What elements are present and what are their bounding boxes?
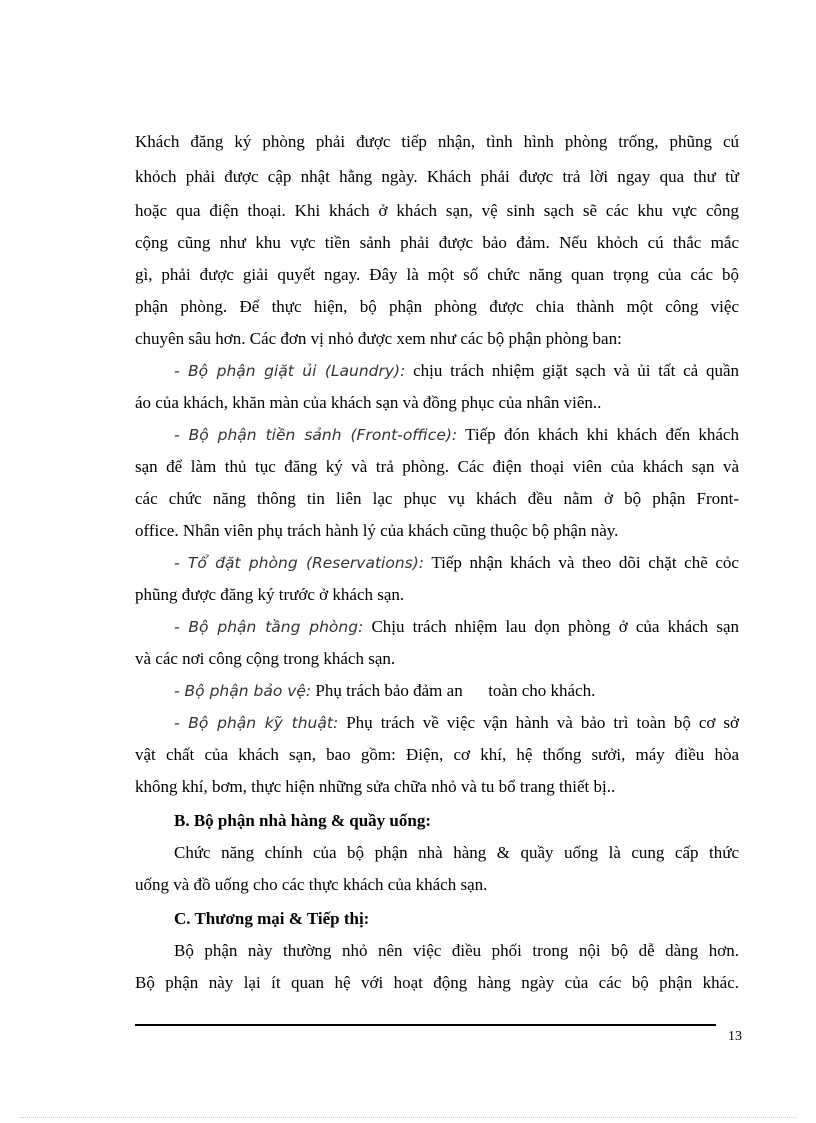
list-item-engineering (174, 712, 739, 734)
page-edge-dots (20, 1117, 796, 1118)
paragraph-line: khỏch phải được cập nhật hằng ngày. Khách phải được trả lời ngay qua thư từ (135, 167, 739, 186)
list-item-front-office (174, 424, 739, 446)
section-b-line: uống và đồ uống cho các thực khách của khách sạn. (135, 875, 488, 894)
paragraph-line: chuyên sâu hơn. Các đơn vị nhỏ được xem như các bộ phận phòng ban: (135, 329, 622, 348)
item-text: Phụ trách bảo đảm an toàn cho khách. (315, 681, 596, 700)
section-c-heading: C. Thương mại & Tiếp thị: (174, 909, 370, 928)
item-continuation: các chức năng thông tin liên lạc phục vụ khách đều nằm ở bộ phận Front- (135, 489, 739, 508)
item-continuation: office. Nhân viên phụ trách hành lý của khách cũng thuộc bộ phận này. (135, 521, 619, 540)
item-label: - Bộ phận tầng phòng: (174, 618, 364, 636)
list-item-reservations (174, 552, 739, 574)
item-label: - Tổ đặt phòng (Reservations): (174, 554, 424, 572)
item-continuation: áo của khách, khăn màn của khách sạn và đồng phục của nhân viên.. (135, 393, 602, 412)
item-continuation: không khí, bơm, thực hiện những sửa chữa nhỏ và tu bổ trang thiết bị.. (135, 777, 616, 796)
paragraph-line: gì, phải được giải quyết ngay. Đây là một số chức năng quan trọng của các bộ (135, 265, 739, 284)
item-continuation: phũng được đăng ký trước ở khách sạn. (135, 585, 405, 604)
list-item-housekeeping (174, 616, 739, 638)
footer-rule (135, 1024, 716, 1026)
item-continuation: vật chất của khách sạn, bao gồm: Điện, cơ khí, hệ thống sưởi, máy điều hòa (135, 745, 739, 764)
item-label: - Bộ phận giặt ủi (Laundry): (174, 362, 406, 380)
item-text: Phụ trách về việc vận hành và bảo trì toàn bộ cơ sở (346, 713, 740, 732)
item-text: chịu trách nhiệm giặt sạch và ủi tất cả quần (413, 361, 739, 380)
paragraph-line: phận phòng. Để thực hiện, bộ phận phòng được chia thành một công việc (135, 297, 739, 316)
item-text: Chịu trách nhiệm lau dọn phòng ở của khách sạn (371, 617, 739, 636)
item-label: - Bộ phận kỹ thuật: (174, 714, 339, 732)
section-c-line: Bộ phận này thường nhỏ nên việc điều phối trong nội bộ dễ dàng hơn. (174, 941, 739, 960)
paragraph-line: hoặc qua điện thoại. Khi khách ở khách sạn, vệ sinh sạch sẽ các khu vực công (135, 201, 739, 220)
item-label: - Bộ phận tiền sảnh (Front-office): (174, 426, 458, 444)
item-label: - Bộ phận bảo vệ: (174, 682, 312, 700)
item-text: Tiếp đón khách khi khách đến khách (465, 425, 739, 444)
page-number: 13 (728, 1029, 742, 1044)
paragraph-line: cộng cũng như khu vực tiền sảnh phải được bảo đảm. Nếu khỏch cú thắc mắc (135, 233, 739, 252)
paragraph-line: Khách đăng ký phòng phải được tiếp nhận, tình hình phòng trống, phũng cú (135, 132, 739, 151)
section-b-line: Chức năng chính của bộ phận nhà hàng & quầy uống là cung cấp thức (174, 843, 739, 862)
section-b-heading: B. Bộ phận nhà hàng & quầy uống: (174, 811, 432, 830)
item-continuation: và các nơi công cộng trong khách sạn. (135, 649, 396, 668)
item-text: Tiếp nhận khách và theo dõi chặt chẽ cỏc (431, 553, 739, 572)
section-c-line: Bộ phận này lại ít quan hệ với hoạt động hàng ngày của các bộ phận khác. (135, 973, 739, 992)
item-continuation: sạn để làm thủ tục đăng ký và trả phòng. Các điện thoại viên của khách sạn và (135, 457, 739, 476)
list-item-laundry (174, 360, 739, 382)
list-item-security (174, 680, 739, 702)
